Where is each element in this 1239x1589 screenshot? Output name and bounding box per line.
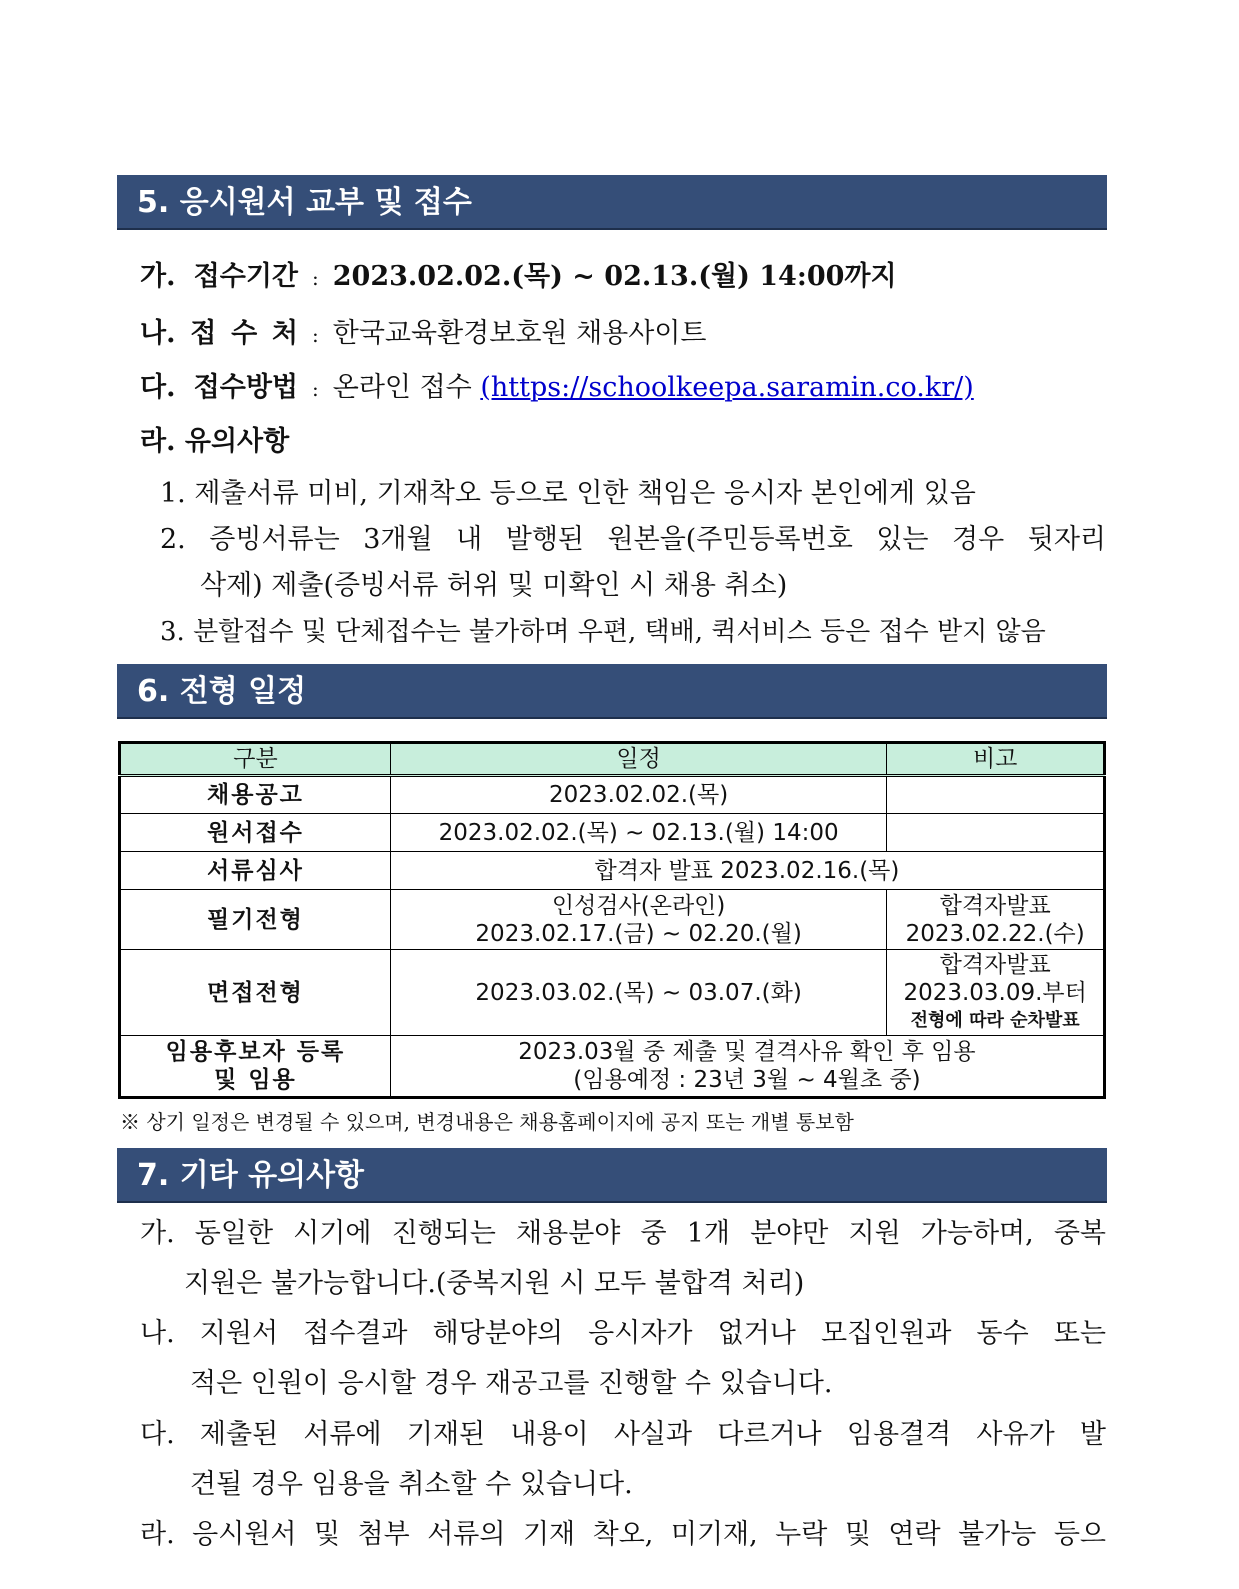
row-schedule: 2023.02.02.(목) <box>390 776 886 814</box>
col-header-remarks: 비고 <box>887 743 1105 776</box>
notice-item-3: 3. 분할접수 및 단체접수는 불가하며 우편, 택배, 퀵서비스 등은 접수 받지 않음 <box>160 617 1046 647</box>
table-row <box>120 852 1105 890</box>
row-name: 채용공고 <box>120 776 391 814</box>
remarks-line-2: 2023.02.22.(수) <box>905 920 1085 947</box>
remarks-line-1: 합격자발표 <box>939 951 1051 978</box>
notice-item-2: 2. 증빙서류는 3개월 내 발행된 원본을(주민등록번호 있는 경우 뒷자리 <box>160 524 1106 555</box>
row-name: 면접전형 <box>120 950 391 1036</box>
method-value: 온라인 접수 <box>332 372 472 403</box>
period-row: 가. 접수기간 : 2023.02.02.(목) ~ 02.13.(월) 14:00까지 <box>140 259 897 296</box>
row-name: 원서접수 <box>120 814 391 852</box>
row-name <box>120 1036 391 1098</box>
row-name: 필기전형 <box>120 890 391 950</box>
place-row: 나. 접 수 처 : 한국교육환경보호원 채용사이트 <box>140 316 706 353</box>
section-7-title: 7. 기타 유의사항 <box>137 1158 365 1193</box>
col-header-category: 구분 <box>120 743 391 776</box>
schedule-line-2: 2023.02.17.(금) ~ 02.20.(월) <box>475 920 802 947</box>
row-schedule <box>390 1036 1104 1098</box>
row-remarks <box>887 776 1105 814</box>
section-6-header <box>117 664 1107 719</box>
etc-item-da-cont: 견될 경우 임용을 취소할 수 있습니다. <box>190 1469 633 1500</box>
etc-item-na-cont: 적은 인원이 응시할 경우 재공고를 진행할 수 있습니다. <box>190 1368 833 1399</box>
remarks-line-2: 2023.03.09.부터 <box>903 979 1087 1006</box>
section-7-header <box>117 1148 1107 1203</box>
row-schedule: 합격자 발표 2023.02.16.(목) <box>390 852 1104 890</box>
row-remarks <box>887 890 1105 950</box>
method-label: 다. 접수방법 <box>140 372 298 403</box>
notice-item-1: 1. 제출서류 미비, 기재착오 등으로 인한 책임은 응시자 본인에게 있음 <box>160 478 976 509</box>
table-row <box>120 890 1105 950</box>
table-header-row <box>120 743 1105 776</box>
method-row: 다. 접수방법 : 온라인 접수 (https://schoolkeepa.saramin.co.kr/) <box>140 370 974 407</box>
row-remarks <box>887 950 1105 1036</box>
row-schedule: 2023.03.02.(목) ~ 03.07.(화) <box>390 950 886 1036</box>
remarks-line-3: 전형에 따라 순차발표 <box>910 1009 1080 1031</box>
table-row <box>120 1036 1105 1098</box>
col-header-schedule: 일정 <box>390 743 886 776</box>
etc-item-da: 다. 제출된 서류에 기재된 내용이 사실과 다르거나 임용결격 사유가 발 <box>140 1419 1106 1450</box>
name-line-2: 및 임용 <box>214 1067 297 1093</box>
schedule-footnote: ※ 상기 일정은 변경될 수 있으며, 변경내용은 채용홈페이지에 공지 또는 개별 통보함 <box>120 1110 854 1134</box>
place-label: 나. 접 수 처 <box>140 318 298 349</box>
schedule-line-1: 인성검사(온라인) <box>551 892 726 919</box>
row-schedule: 2023.02.02.(목) ~ 02.13.(월) 14:00 <box>390 814 886 852</box>
notice-item-2-cont: 삭제) 제출(증빙서류 허위 및 미확인 시 채용 취소) <box>200 570 788 601</box>
notice-heading: 라. 유의사항 <box>140 426 290 457</box>
period-value: 2023.02.02.(목) ~ 02.13.(월) 14:00까지 <box>332 261 897 292</box>
section-5-header <box>117 175 1107 230</box>
period-label: 가. 접수기간 <box>140 261 298 292</box>
row-remarks <box>887 814 1105 852</box>
row-name: 서류심사 <box>120 852 391 890</box>
etc-item-ga: 가. 동일한 시기에 진행되는 채용분야 중 1개 분야만 지원 가능하며, 중복 <box>140 1218 1106 1249</box>
section-6-title: 6. 전형 일정 <box>137 674 307 709</box>
row-schedule <box>390 890 886 950</box>
name-line-1: 임용후보자 등록 <box>165 1039 346 1065</box>
place-value: 한국교육환경보호원 채용사이트 <box>332 318 707 349</box>
schedule-line-2: (임용예정 : 23년 3월 ~ 4월초 중) <box>573 1067 921 1093</box>
etc-item-na: 나. 지원서 접수결과 해당분야의 응시자가 없거나 모집인원과 동수 또는 <box>140 1318 1106 1349</box>
apply-site-link[interactable]: (https://schoolkeepa.saramin.co.kr/) <box>480 372 974 403</box>
table-row <box>120 950 1105 1036</box>
remarks-line-1: 합격자발표 <box>939 892 1051 919</box>
table-row <box>120 776 1105 814</box>
schedule-table <box>118 741 1106 1099</box>
section-5-title: 5. 응시원서 교부 및 접수 <box>137 185 472 220</box>
etc-item-ga-cont: 지원은 불가능합니다.(중복지원 시 모두 불합격 처리) <box>184 1268 805 1299</box>
schedule-line-1: 2023.03월 중 제출 및 결격사유 확인 후 임용 <box>518 1039 976 1065</box>
table-row <box>120 814 1105 852</box>
etc-item-ra: 라. 응시원서 및 첨부 서류의 기재 착오, 미기재, 누락 및 연락 불가능 등으 <box>140 1519 1106 1550</box>
